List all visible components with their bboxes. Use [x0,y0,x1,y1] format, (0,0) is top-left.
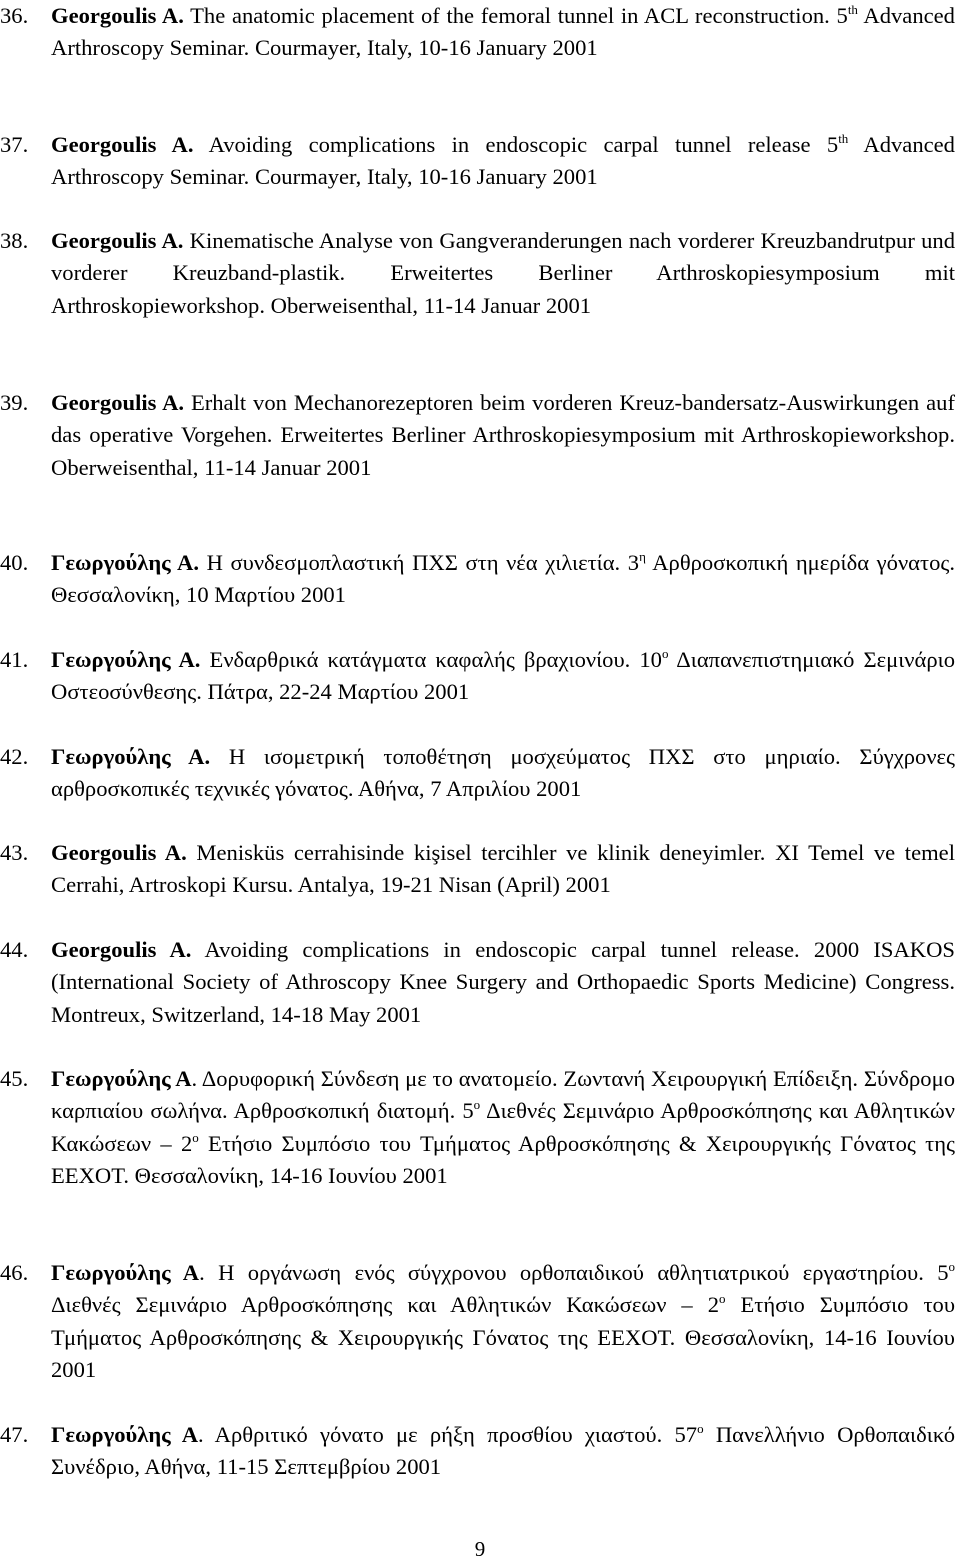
reference-superscript: th [847,2,858,17]
page-number: 9 [474,1537,486,1561]
reference-text: Avoiding complications in endoscopic carpal tunnel release 5 [193,132,839,157]
reference-author: Georgoulis A. [51,840,187,865]
reference-item [0,547,955,612]
reference-text: The anatomic placement of the femoral tunnel in ACL reconstruction. 5 [183,3,848,28]
reference-text: Διαπανεπιστημιακό Σεμινάριο Οστεοσύνθεσης. Πάτρα, 22-24 Μαρτίου 2001 [51,647,955,705]
reference-superscript: ο [719,1291,726,1307]
reference-number: 45. [0,1066,29,1091]
reference-author: Georgoulis A. [51,3,184,28]
reference-item [0,1419,955,1484]
reference-number: 41. [0,647,29,672]
reference-superscript: η [639,549,646,564]
reference-item [0,0,955,65]
reference-number: 40. [0,550,29,575]
reference-author: Γεωργούλης Α. [51,647,201,672]
reference-text: Ενδαρθρικά κατάγματα καφαλής βραχιονίου. 10 [200,647,662,672]
reference-text: Διεθνές Σεμινάριο Αρθροσκόπησης και Αθλητικών Κακώσεων – 2 [51,1292,720,1318]
reference-number: 47. [0,1422,29,1447]
reference-item [0,1257,955,1386]
reference-number: 38. [0,228,29,253]
reference-superscript: th [838,131,849,146]
reference-number: 46. [0,1260,29,1285]
reference-item [0,934,955,1031]
reference-text: Αρθροσκοπική ημερίδα γόνατος. Θεσσαλονίκη, 10 Μαρτίου 2001 [51,550,955,608]
reference-number: 44. [0,937,29,962]
reference-item [0,837,955,902]
reference-superscript: ο [661,646,669,661]
reference-item [0,1063,955,1192]
reference-author: Γεωργούλης Α. [51,744,211,769]
reference-author: Georgoulis A. [51,390,185,415]
reference-author: Georgoulis A. [51,937,192,962]
reference-text: Advanced Arthroscopy Seminar. Courmayer, Italy, 10-16 January 2001 [51,3,955,61]
reference-superscript: ο [697,1421,704,1436]
reference-item [0,129,955,194]
reference-text: Η ισομετρική τοποθέτηση μοσχεύματος ΠΧΣ στο μηριαίο. Σύγχρονες αρθροσκοπικές τεχνικές γόνατος. Αθήνα, 7 Απριλίου 2001 [51,744,955,802]
reference-text: . Αρθριτικό γόνατο με ρήξη προσθίου χιαστού. 57 [198,1422,698,1447]
reference-number: 37. [0,132,29,157]
reference-text: Πανελλήνιο Ορθοπαιδικό Συνέδριο, Αθήνα, 11-15 Σεπτεμβρίου 2001 [51,1422,956,1480]
reference-text: Η συνδεσμοπλαστική ΠΧΣ στη νέα χιλιετία. 3 [198,550,640,575]
reference-author: Γεωργούλης Α. [51,550,199,575]
reference-number: 39. [0,390,29,415]
reference-item [0,225,955,322]
reference-text: Διεθνές Σεμινάριο Αρθροσκόπησης και Αθλητικών Κακώσεων – 2 [51,1098,955,1156]
reference-text: Kinematische Analyse von Gangveranderungen nach vorderer Kreuzbandrutpur und vorderer Kreuzband-plastik. Erweitertes Berliner Arthroskopiesymposium mit Arthroskopieworkshop. Oberweisenthal, 11-14 Januar 2001 [51,228,955,318]
reference-superscript: ο [473,1097,481,1113]
reference-author: Georgoulis A. [51,132,194,157]
reference-text: Ετήσιο Συμπόσιο του Τμήματος Αρθροσκόπησης & Χειρουργικής Γόνατος της ΕΕΧΟΤ. Θεσσαλονίκη, 14-16 Ιουνίου 2001 [51,1292,956,1382]
reference-number: 42. [0,744,29,769]
reference-text: Ετήσιο Συμπόσιο του Τμήματος Αρθροσκόπησης & Χειρουργικής Γόνατος της ΕΕΧΟΤ. Θεσσαλονίκη, 14-16 Ιουνίου 2001 [51,1130,955,1188]
reference-item [0,387,955,484]
reference-author: Γεωργούλης Α [51,1260,200,1285]
reference-text: Advanced Arthroscopy Seminar. Courmayer, Italy, 10-16 January 2001 [51,132,955,190]
reference-text: Erhalt von Mechanorezeptoren beim vorderen Kreuz-bandersatz-Auswirkungen auf das operative Vorgehen. Erweitertes Berliner Arthroskopiesymposium mit Arthroskopieworkshop. Oberweisenthal, 11-14 Januar 2001 [51,390,955,480]
reference-superscript: ο [192,1129,199,1145]
reference-item [0,741,955,806]
reference-text: . Δορυφορική Σύνδεση με το ανατομείο. Ζωντανή Χειρουργική Επίδειξη. Σύνδρομο καρπιαίου σωλήνα. Αρθροσκοπική διατομή. 5 [51,1066,955,1124]
reference-number: 43. [0,840,29,865]
reference-author: Georgoulis A. [51,228,184,253]
reference-text: Menisküs cerrahisinde kişisel tercihler ve klinik deneyimler. XI Temel ve temel Cerrahi, Artroskopi Kursu. Antalya, 19-21 Nisan (April) 2001 [51,840,955,898]
reference-author: Γεωργούλης Α [51,1422,199,1447]
reference-text: Avoiding complications in endoscopic carpal tunnel release. 2000 ISAKOS (International Society of Athroscopy Knee Surgery and Orthopaedic Sports Medicine) Congress. Montreux, Switzerland, 14-18 May 2001 [51,937,955,1027]
reference-text: . Η οργάνωση ενός σύγχρονου ορθοπαιδικού αθλητιατρικού εργαστηρίου. 5 [199,1260,949,1285]
reference-item [0,644,955,709]
reference-number: 36. [0,3,29,28]
reference-superscript: ο [948,1259,955,1274]
reference-author: Γεωργούλης Α [51,1066,192,1091]
